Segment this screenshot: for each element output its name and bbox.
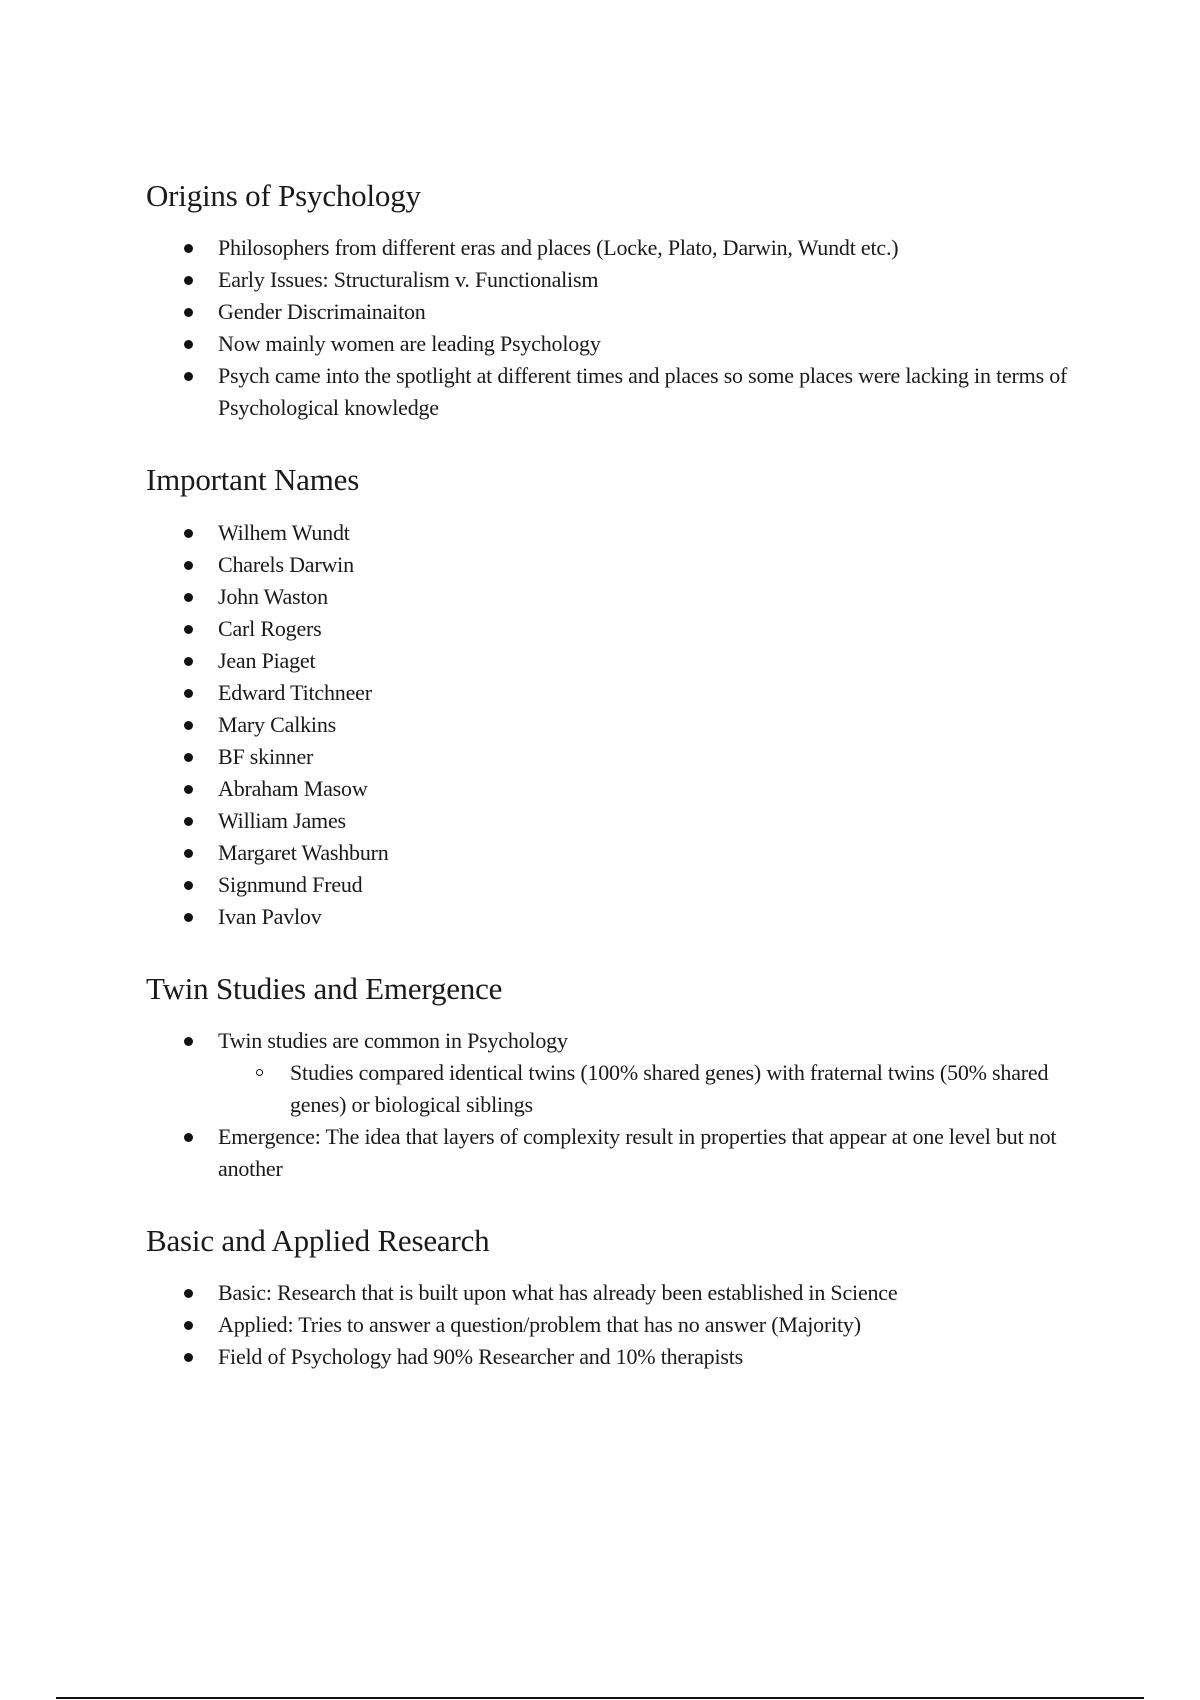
list-item: [146, 645, 1096, 677]
bullet-icon: [184, 625, 193, 634]
list-item: [146, 1341, 1096, 1373]
bullet-list: [146, 1025, 1096, 1185]
list-item-text: Gender Discrimainaiton: [218, 299, 426, 325]
list-item: [146, 1277, 1096, 1309]
list-item-text: Emergence: The idea that layers of complexity result in properties that appear at one level but not another: [218, 1123, 1057, 1181]
list-item: [146, 581, 1096, 613]
list-item: [146, 296, 1096, 328]
list-item: [146, 1025, 1096, 1121]
list-item: [146, 360, 1096, 424]
list-item-text: Basic: Research that is built upon what has already been established in Science: [218, 1280, 898, 1306]
bullet-icon: [184, 529, 193, 538]
list-item-text: Ivan Pavlov: [218, 903, 322, 929]
list-item: [146, 869, 1096, 901]
bullet-list: [146, 517, 1096, 933]
list-item: [146, 1121, 1096, 1185]
section-heading: Origins of Psychology: [146, 178, 421, 213]
list-item-text: William James: [218, 807, 346, 833]
list-item-text: Jean Piaget: [218, 647, 316, 673]
list-item: [146, 837, 1096, 869]
list-item: [146, 1309, 1096, 1341]
section-twin-studies-and-emergence: [146, 969, 1096, 1185]
document-page: [146, 176, 1096, 1409]
bullet-icon: [184, 593, 193, 602]
list-item-text: Twin studies are common in Psychology: [218, 1027, 568, 1053]
bottom-divider: [56, 1697, 1144, 1699]
bullet-icon: [184, 561, 193, 570]
section-origins-of-psychology: [146, 176, 1096, 424]
bullet-icon: [184, 340, 193, 349]
list-item-text: Margaret Washburn: [218, 839, 389, 865]
sub-list-item: [218, 1057, 1096, 1121]
bullet-icon: [184, 1133, 193, 1142]
list-item-text: Mary Calkins: [218, 711, 336, 737]
bullet-icon: [184, 689, 193, 698]
list-item: [146, 232, 1096, 264]
bullet-icon: [184, 244, 193, 253]
list-item-text: Charels Darwin: [218, 551, 354, 577]
section-important-names: [146, 460, 1096, 932]
bullet-icon: [184, 1353, 193, 1362]
bullet-icon: [184, 308, 193, 317]
bullet-icon: [184, 1289, 193, 1298]
section-heading: Important Names: [146, 462, 360, 498]
list-item: [146, 741, 1096, 773]
section-basic-and-applied-research: [146, 1221, 1096, 1373]
sub-list-item-text: Studies compared identical twins (100% shared genes) with fraternal twins (50% shared genes) or biological siblings: [290, 1059, 1049, 1117]
list-item-text: Philosophers from different eras and places (Locke, Plato, Darwin, Wundt etc.): [218, 235, 899, 261]
list-item-text: Signmund Freud: [218, 871, 363, 897]
list-item: [146, 773, 1096, 805]
list-item-text: BF skinner: [218, 743, 314, 769]
section-heading: Twin Studies and Emergence: [146, 970, 503, 1006]
list-item-text: Edward Titchneer: [218, 679, 372, 705]
bullet-icon: [184, 849, 193, 858]
list-item-text: Abraham Masow: [218, 775, 368, 801]
bullet-icon: [184, 372, 193, 381]
list-item: [146, 613, 1096, 645]
bullet-icon: [184, 1037, 193, 1046]
hollow-bullet-icon: [256, 1069, 263, 1076]
bullet-icon: [184, 817, 193, 826]
list-item-text: Field of Psychology had 90% Researcher and 10% therapists: [218, 1344, 744, 1370]
list-item: [146, 709, 1096, 741]
bullet-icon: [184, 785, 193, 794]
list-item: [146, 517, 1096, 549]
bullet-icon: [184, 657, 193, 666]
list-item-text: Wilhem Wundt: [218, 519, 350, 545]
bullet-icon: [184, 1321, 193, 1330]
bullet-list: [146, 232, 1096, 424]
bullet-icon: [184, 721, 193, 730]
section-heading: Basic and Applied Research: [146, 1222, 490, 1258]
bullet-icon: [184, 881, 193, 890]
list-item-text: Carl Rogers: [218, 615, 322, 641]
list-item-text: Applied: Tries to answer a question/problem that has no answer (Majority): [218, 1312, 861, 1338]
bullet-icon: [184, 276, 193, 285]
list-item: [146, 264, 1096, 296]
bullet-list: [146, 1277, 1096, 1373]
list-item-text: Psych came into the spotlight at different times and places so some places were lacking in terms of Psychological knowledge: [218, 363, 1068, 421]
list-item-text: Now mainly women are leading Psychology: [218, 331, 601, 357]
sub-bullet-list: [218, 1057, 1096, 1121]
bullet-icon: [184, 913, 193, 922]
list-item: [146, 549, 1096, 581]
list-item: [146, 805, 1096, 837]
bullet-icon: [184, 753, 193, 762]
list-item: [146, 901, 1096, 933]
list-item: [146, 677, 1096, 709]
list-item-text: John Waston: [218, 583, 328, 609]
list-item-text: Early Issues: Structuralism v. Functionalism: [218, 267, 599, 293]
list-item: [146, 328, 1096, 360]
